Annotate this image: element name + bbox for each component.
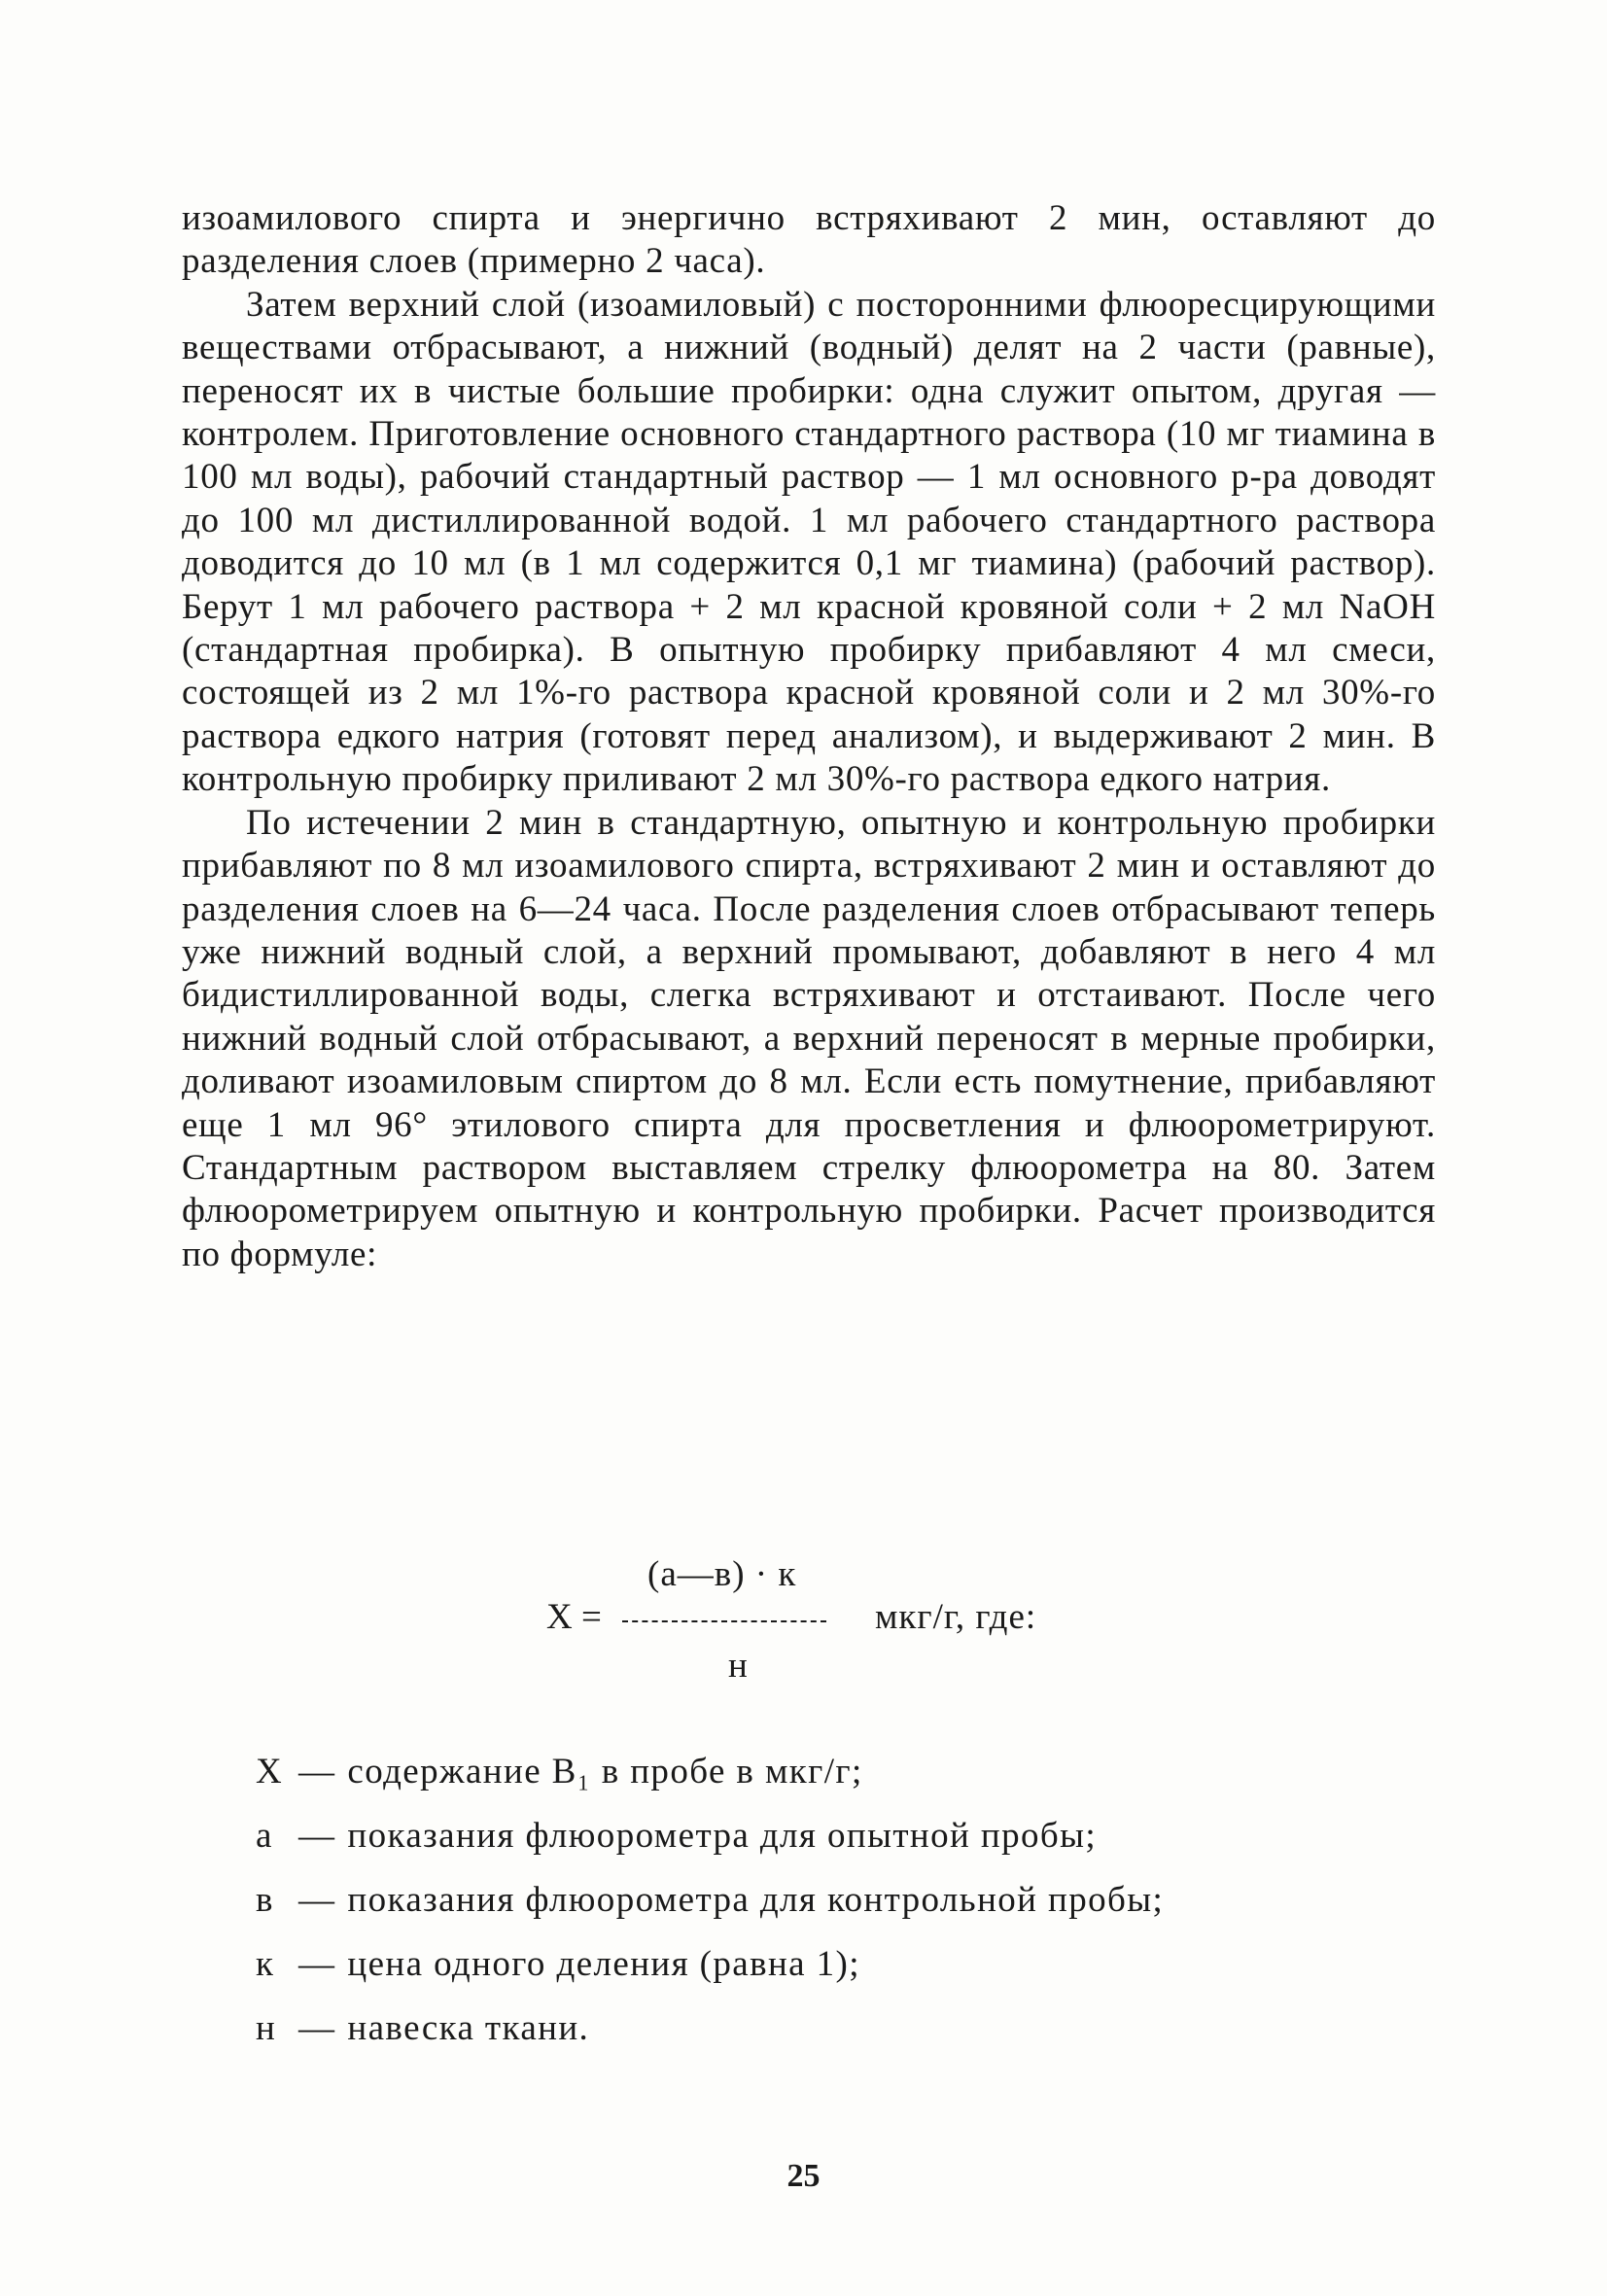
definition-symbol: а <box>256 1816 273 1856</box>
definition-dash: — <box>298 2008 336 2048</box>
definition-dash: — <box>298 1880 336 1920</box>
definition-dash: — <box>298 1752 336 1792</box>
definition-symbol: X <box>256 1752 284 1792</box>
fraction-line <box>622 1620 826 1622</box>
definition-text: показания флюорометра для контрольной пробы; <box>347 1880 1165 1920</box>
formula-numerator: (а—в) · к <box>647 1554 797 1594</box>
paragraph-fluorometry-procedure: По истечении 2 мин в стандартную, опытную и контрольную пробирки прибавляют по 8 мл изоамилового спирта, встряхивают 2 мин и оставляют до разделения слоев на 6—24 часа. После разделения слоев отбрасывают теперь уже нижний водный слой, а верхний промывают, добавляют в него 4 мл бидистиллированной воды, слегка встряхивают и отстаивают. После чего нижний водный слой отбрасывают, а верхний переносят в мерные пробирки, доливают изоамиловым спиртом до 8 мл. Если есть помутнение, прибавляют еще 1 мл 96° этилового спирта для просветления и флюорометрируют. Стандартным раствором выставляем стрелку флюорометра на 80. Затем флюорометрируем опытную и контрольную пробирки. Расчет производится по формуле: <box>182 802 1436 1274</box>
definition-text: содержание B₁ в пробе в мкг/г; <box>347 1752 863 1792</box>
definition-text: навеска ткани. <box>347 2008 590 2048</box>
formula-units: мкг/г, где: <box>875 1597 1037 1637</box>
variable-definitions <box>256 1740 1422 2061</box>
definition-symbol: к <box>256 1944 275 1984</box>
paragraph-separation-procedure: Затем верхний слой (изоамиловый) с посторонними флюоресцирующими веществами отбрасывают, а нижний (водный) делят на 2 части (равные), переносят их в чистые большие пробирки: одна служит опытом, другая — контролем. Приготовление основного стандартного раствора (10 мг тиамина в 100 мл воды), рабочий стандартный раствор — 1 мл основного р-ра доводят до 100 мл дистиллированной водой. 1 мл рабочего стандартного раствора доводится до 10 мл (в 1 мл содержится 0,1 мг тиамина) (рабочий раствор). Берут 1 мл рабочего раствора + 2 мл красной кровяной соли + 2 мл NaOH (стандартная пробирка). В опытную пробирку прибавляют 4 мл смеси, состоящей из 2 мл 1%-го раствора красной кровяной соли и 2 мл 30%-го раствора едкого натрия (готовят перед анализом), и выдерживают 2 мин. В контрольную пробирку приливают 2 мл 30%-го раствора едкого натрия. <box>182 284 1436 800</box>
definition-row <box>256 1740 1422 1804</box>
definition-row <box>256 1804 1422 1868</box>
formula-lhs: X = <box>546 1597 602 1637</box>
page-number: 25 <box>786 2158 821 2194</box>
calculation-formula <box>0 1553 1607 1728</box>
definition-symbol: в <box>256 1880 274 1920</box>
definition-dash: — <box>298 1944 336 1984</box>
definition-row <box>256 1868 1422 1932</box>
definition-row <box>256 1932 1422 1997</box>
formula-denominator: н <box>728 1646 748 1686</box>
definition-symbol: н <box>256 2008 277 2048</box>
definition-dash: — <box>298 1816 336 1856</box>
definition-text: показания флюорометра для опытной пробы; <box>347 1816 1098 1856</box>
definition-row <box>256 1997 1422 2061</box>
definition-text: цена одного деления (равна 1); <box>347 1944 860 1984</box>
paragraph-continuation: изоамилового спирта и энергично встряхивают 2 мин, оставляют до разделения слоев (примерно 2 часа). <box>182 198 1436 282</box>
body-text <box>182 197 1436 1276</box>
